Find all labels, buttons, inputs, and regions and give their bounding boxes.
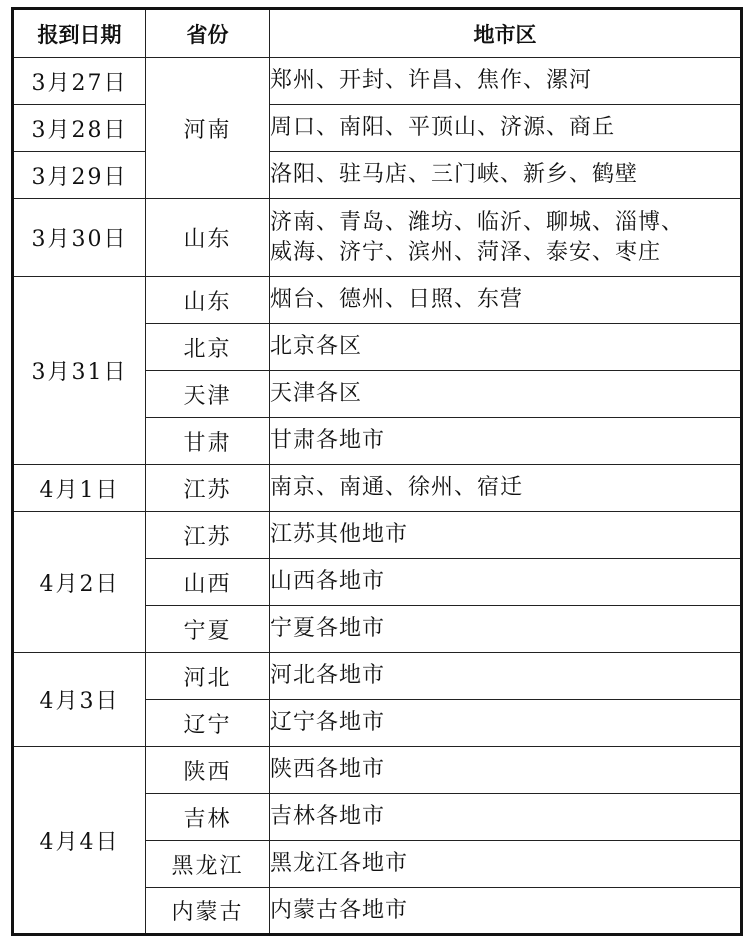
province-cell: 山西 (146, 559, 270, 606)
area-cell: 宁夏各地市 (270, 606, 742, 653)
table-row (13, 747, 742, 794)
area-cell: 辽宁各地市 (270, 700, 742, 747)
area-line: 济南、青岛、潍坊、临沂、聊城、淄博、 (270, 209, 685, 235)
date-cell: 4月4日 (13, 747, 146, 935)
date-cell: 3月31日 (13, 277, 146, 465)
province-cell: 山东 (146, 277, 270, 324)
date-cell: 4月2日 (13, 512, 146, 653)
province-cell: 江苏 (146, 465, 270, 512)
province-cell: 宁夏 (146, 606, 270, 653)
area-cell (270, 199, 742, 277)
registration-schedule-table (11, 7, 743, 936)
area-cell: 天津各区 (270, 371, 742, 418)
date-cell: 4月1日 (13, 465, 146, 512)
date-cell: 4月3日 (13, 653, 146, 747)
header-province: 省份 (146, 9, 270, 58)
province-cell: 江苏 (146, 512, 270, 559)
table-row (13, 653, 742, 700)
table-row (13, 465, 742, 512)
header-date: 报到日期 (13, 9, 146, 58)
table-row (13, 105, 742, 152)
province-cell: 内蒙古 (146, 888, 270, 935)
area-cell: 洛阳、驻马店、三门峡、新乡、鹤壁 (270, 152, 742, 199)
area-cell: 甘肃各地市 (270, 418, 742, 465)
province-cell: 北京 (146, 324, 270, 371)
province-cell: 河北 (146, 653, 270, 700)
area-cell: 周口、南阳、平顶山、济源、商丘 (270, 105, 742, 152)
area-cell: 南京、南通、徐州、宿迁 (270, 465, 742, 512)
table-row (13, 512, 742, 559)
date-cell: 3月28日 (13, 105, 146, 152)
table-row (13, 277, 742, 324)
area-cell: 烟台、德州、日照、东营 (270, 277, 742, 324)
province-cell: 山东 (146, 199, 270, 277)
area-cell: 江苏其他地市 (270, 512, 742, 559)
date-cell: 3月30日 (13, 199, 146, 277)
area-cell: 北京各区 (270, 324, 742, 371)
province-cell: 吉林 (146, 794, 270, 841)
area-cell: 河北各地市 (270, 653, 742, 700)
area-cell: 陕西各地市 (270, 747, 742, 794)
area-cell: 黑龙江各地市 (270, 841, 742, 888)
area-cell: 内蒙古各地市 (270, 888, 742, 935)
province-cell: 黑龙江 (146, 841, 270, 888)
area-line: 威海、济宁、滨州、菏泽、泰安、枣庄 (270, 239, 662, 265)
province-cell: 天津 (146, 371, 270, 418)
date-cell: 3月27日 (13, 58, 146, 105)
table-row (13, 152, 742, 199)
header-area: 地市区 (270, 9, 742, 58)
province-cell: 辽宁 (146, 700, 270, 747)
table-row (13, 58, 742, 105)
table-header-row (13, 9, 742, 58)
province-cell: 河南 (146, 58, 270, 199)
table-row (13, 199, 742, 277)
date-cell: 3月29日 (13, 152, 146, 199)
area-cell: 吉林各地市 (270, 794, 742, 841)
province-cell: 甘肃 (146, 418, 270, 465)
province-cell: 陕西 (146, 747, 270, 794)
area-cell: 山西各地市 (270, 559, 742, 606)
area-cell: 郑州、开封、许昌、焦作、漯河 (270, 58, 742, 105)
